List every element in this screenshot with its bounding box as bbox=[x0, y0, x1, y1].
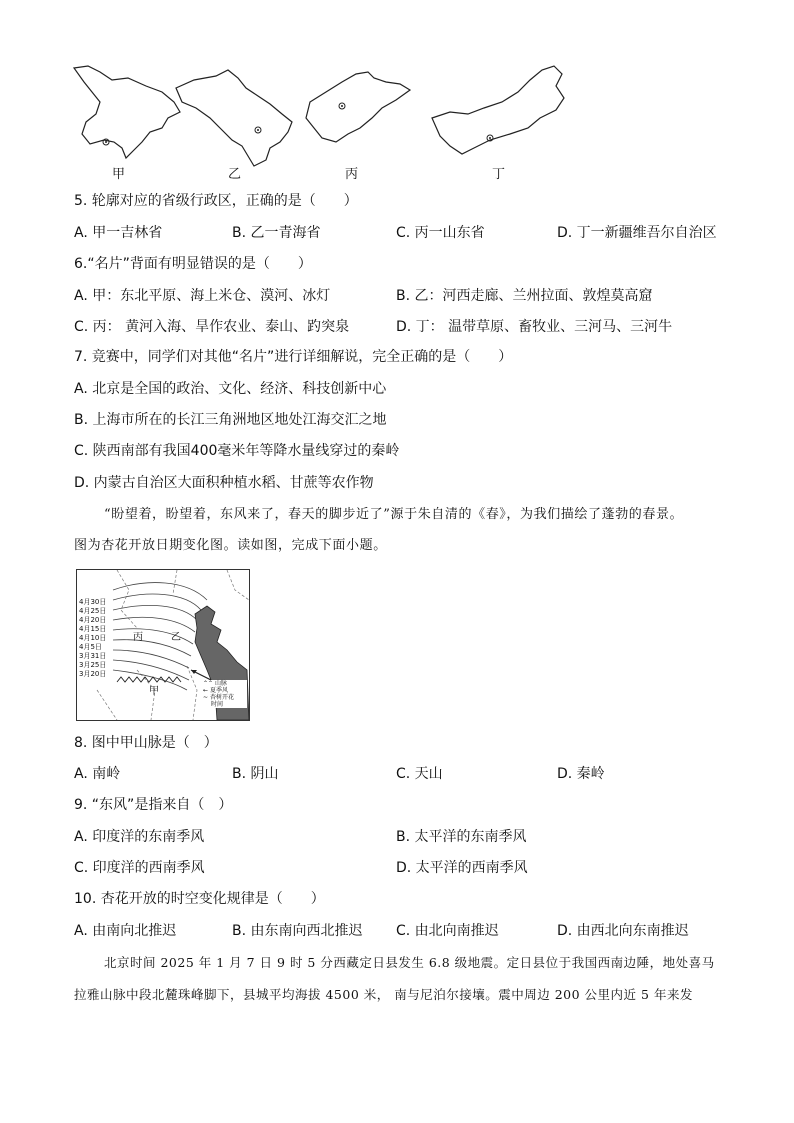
q5-stem: 5. 轮廓对应的省级行政区，正确的是（ ） bbox=[74, 193, 358, 209]
q6-stem: 6.“名片”背面有明显错误的是（ ） bbox=[74, 256, 312, 272]
date-label: 4月10日 bbox=[79, 634, 107, 642]
q7-option-d[interactable]: D. 内蒙古自治区大面积种植水稻、甘蔗等农作物 bbox=[74, 475, 374, 491]
q6-option-a[interactable]: A. 甲：东北平原、海上米仓、漠河、冰灯 bbox=[74, 288, 331, 304]
q9-option-c[interactable]: C. 印度洋的西南季风 bbox=[74, 860, 205, 876]
q10-option-c[interactable]: C. 由北向南推迟 bbox=[396, 923, 499, 939]
apricot-label-bing: 丙 bbox=[133, 632, 143, 643]
q8-option-c[interactable]: C. 天山 bbox=[396, 766, 443, 782]
apricot-bloom-map bbox=[76, 569, 250, 721]
outline-yi bbox=[176, 70, 292, 166]
legend-time: 时间 bbox=[211, 701, 224, 708]
q8-option-d[interactable]: D. 秦岭 bbox=[557, 766, 605, 782]
q10-option-d[interactable]: D. 由西北向东南推迟 bbox=[557, 923, 689, 939]
map-label-yi: 乙 bbox=[228, 167, 242, 182]
date-label: 3月31日 bbox=[79, 652, 107, 660]
intro-line-1: “盼望着，盼望着，东风来了，春天的脚步近了”源于朱自清的《春》，为我们描绘了蓬勃的春景。 bbox=[104, 507, 684, 522]
province-outlines-svg bbox=[70, 62, 720, 182]
map-label-bing: 丙 bbox=[345, 167, 359, 182]
q7-option-c[interactable]: C. 陕西南部有我国400毫米年等降水量线穿过的秦岭 bbox=[74, 443, 400, 459]
q10-option-b[interactable]: B. 由东南向西北推迟 bbox=[232, 923, 363, 939]
q9-option-d[interactable]: D. 太平洋的西南季风 bbox=[396, 860, 528, 876]
legend-mountain: ⌃⌃ 山脉 bbox=[203, 680, 227, 687]
legend-monsoon: ← 夏季风 bbox=[203, 687, 228, 694]
date-label: 4月5日 bbox=[79, 643, 102, 651]
q7-option-b[interactable]: B. 上海市所在的长江三角洲地区地处江海交汇之地 bbox=[74, 412, 387, 428]
map-label-ding: 丁 bbox=[492, 167, 506, 182]
q9-stem: 9. “东风”是指来自（ ） bbox=[74, 797, 233, 813]
q8-option-b[interactable]: B. 阴山 bbox=[232, 766, 279, 782]
q9-option-a[interactable]: A. 印度洋的东南季风 bbox=[74, 829, 205, 845]
passage-line-1: 北京时间 2025 年 1 月 7 日 9 时 5 分西藏定日县发生 6.8 级地震。定日县位于我国西南边陲，地处喜马 bbox=[104, 955, 715, 970]
q5-option-b[interactable]: B. 乙一青海省 bbox=[232, 225, 321, 241]
date-labels bbox=[79, 598, 106, 679]
intro-line-2: 图为杏花开放日期变化图。读如图，完成下面小题。 bbox=[74, 538, 387, 553]
outline-ding bbox=[432, 66, 564, 154]
q5-option-a[interactable]: A. 甲一吉林省 bbox=[74, 225, 163, 241]
q6-option-d[interactable]: D. 丁： 温带草原、畜牧业、三河马、三河牛 bbox=[396, 319, 673, 335]
apricot-label-jia: 甲 bbox=[149, 686, 159, 697]
q6-option-c[interactable]: C. 丙： 黄河入海、旱作农业、泰山、趵突泉 bbox=[74, 319, 350, 335]
q10-stem: 10. 杏花开放的时空变化规律是（ ） bbox=[74, 891, 325, 907]
q7-option-a[interactable]: A. 北京是全国的政治、文化、经济、科技创新中心 bbox=[74, 381, 387, 397]
outline-bing bbox=[306, 72, 410, 142]
date-label: 4月25日 bbox=[79, 607, 107, 615]
q9-option-b[interactable]: B. 太平洋的东南季风 bbox=[396, 829, 527, 845]
apricot-label-yi: 乙 bbox=[171, 632, 181, 643]
passage-line-2: 拉雅山脉中段北麓珠峰脚下，县城平均海拔 4500 米， 南与尼泊尔接壤。震中周边 200 公里内近 5 年来发 bbox=[74, 987, 693, 1002]
legend-bloom: ~ 杏树开花 bbox=[203, 694, 234, 701]
q6-option-b[interactable]: B. 乙：河西走廊、兰州拉面、敦煌莫高窟 bbox=[396, 288, 653, 304]
q5-option-c[interactable]: C. 丙一山东省 bbox=[396, 225, 485, 241]
q8-stem: 8. 图中甲山脉是（ ） bbox=[74, 735, 218, 751]
map-label-jia: 甲 bbox=[112, 167, 126, 182]
date-label: 4月20日 bbox=[79, 616, 107, 624]
province-outline-maps bbox=[70, 62, 720, 182]
date-label: 4月30日 bbox=[79, 598, 107, 606]
date-label: 3月25日 bbox=[79, 661, 107, 669]
date-label: 3月20日 bbox=[79, 670, 107, 678]
map-legend bbox=[203, 680, 247, 708]
q7-stem: 7. 竞赛中，同学们对其他“名片”进行详细解说，完全正确的是（ ） bbox=[74, 349, 513, 365]
outline-jia bbox=[74, 66, 180, 158]
q10-option-a[interactable]: A. 由南向北推迟 bbox=[74, 923, 177, 939]
q8-option-a[interactable]: A. 南岭 bbox=[74, 766, 121, 782]
q5-option-d[interactable]: D. 丁一新疆维吾尔自治区 bbox=[557, 225, 717, 241]
date-label: 4月15日 bbox=[79, 625, 107, 633]
